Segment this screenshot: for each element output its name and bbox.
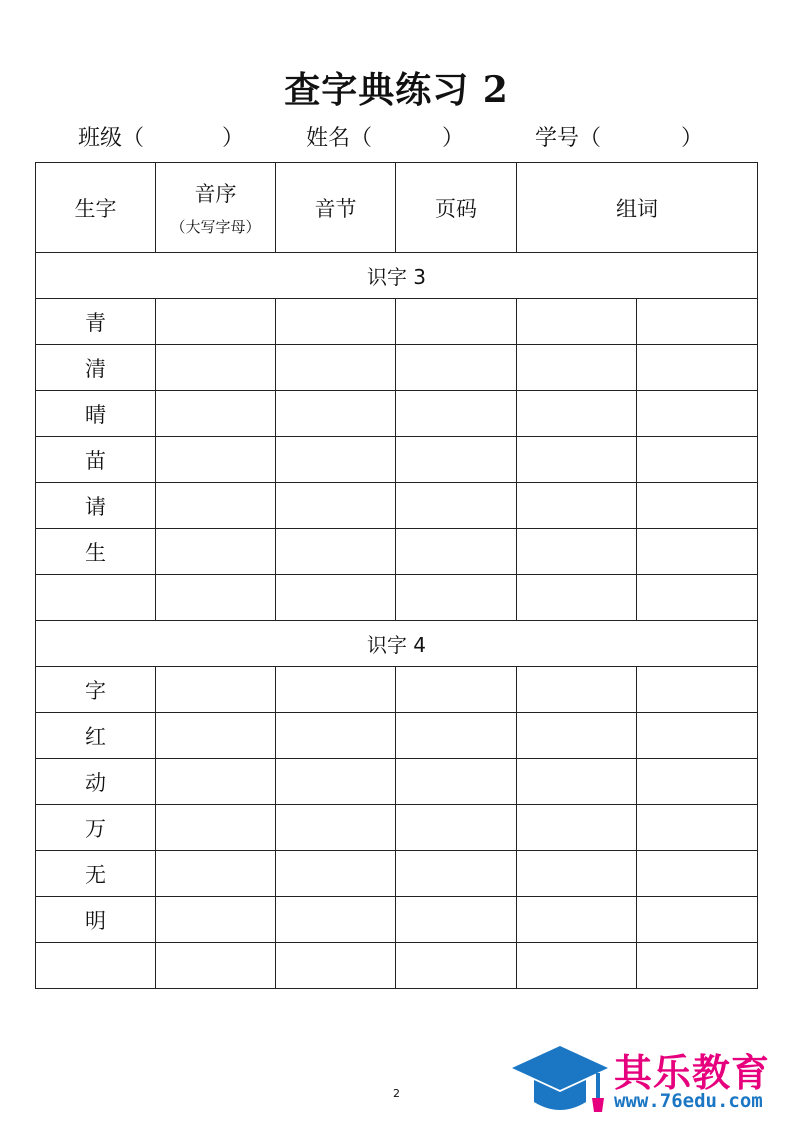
- class-close: ）: [222, 125, 245, 151]
- order-cell[interactable]: [156, 943, 276, 989]
- syllable-cell[interactable]: [276, 483, 396, 529]
- syllable-cell[interactable]: [276, 805, 396, 851]
- word-cell-2[interactable]: [637, 897, 758, 943]
- name-close: ）: [442, 125, 465, 151]
- page-cell[interactable]: [396, 483, 517, 529]
- order-cell[interactable]: [156, 345, 276, 391]
- table-row: [36, 759, 758, 805]
- section-title: 识字 3: [36, 253, 758, 299]
- section-row: [36, 621, 758, 667]
- page-cell[interactable]: [396, 943, 517, 989]
- dictionary-practice-table: [35, 162, 758, 989]
- word-cell-1[interactable]: [517, 529, 637, 575]
- table-row: [36, 943, 758, 989]
- id-close: ）: [681, 125, 704, 151]
- syllable-cell[interactable]: [276, 529, 396, 575]
- table-row: [36, 529, 758, 575]
- word-cell-2[interactable]: [637, 943, 758, 989]
- order-cell[interactable]: [156, 391, 276, 437]
- class-field[interactable]: [78, 120, 244, 152]
- header-syllable: 音节: [276, 163, 396, 253]
- page-cell[interactable]: [396, 713, 517, 759]
- page-title: 查字典练习 2: [284, 69, 509, 111]
- char-cell: 青: [36, 299, 156, 345]
- order-cell[interactable]: [156, 529, 276, 575]
- page-cell[interactable]: [396, 437, 517, 483]
- page-cell[interactable]: [396, 575, 517, 621]
- name-field[interactable]: [306, 120, 464, 152]
- syllable-cell[interactable]: [276, 437, 396, 483]
- syllable-cell[interactable]: [276, 759, 396, 805]
- word-cell-1[interactable]: [517, 713, 637, 759]
- syllable-cell[interactable]: [276, 851, 396, 897]
- page-number: 2: [393, 1087, 400, 1100]
- char-cell: 红: [36, 713, 156, 759]
- word-cell-1[interactable]: [517, 943, 637, 989]
- char-cell: 明: [36, 897, 156, 943]
- table-header-row: [36, 163, 758, 253]
- table-row: [36, 437, 758, 483]
- table-row: [36, 805, 758, 851]
- order-cell[interactable]: [156, 667, 276, 713]
- page-cell[interactable]: [396, 805, 517, 851]
- char-cell: 晴: [36, 391, 156, 437]
- char-cell: [36, 575, 156, 621]
- char-cell: 字: [36, 667, 156, 713]
- word-cell-2[interactable]: [637, 713, 758, 759]
- word-cell-2[interactable]: [637, 667, 758, 713]
- word-cell-1[interactable]: [517, 391, 637, 437]
- word-cell-1[interactable]: [517, 575, 637, 621]
- word-cell-2[interactable]: [637, 575, 758, 621]
- table-row: [36, 575, 758, 621]
- page-cell[interactable]: [396, 759, 517, 805]
- header-page: 页码: [396, 163, 517, 253]
- char-cell: 请: [36, 483, 156, 529]
- word-cell-2[interactable]: [637, 529, 758, 575]
- section-title: 识字 4: [36, 621, 758, 667]
- order-cell[interactable]: [156, 713, 276, 759]
- id-label: 学号（: [535, 125, 602, 151]
- table-row: [36, 345, 758, 391]
- table-body: [36, 253, 758, 989]
- char-cell: 生: [36, 529, 156, 575]
- table-row: [36, 667, 758, 713]
- order-cell[interactable]: [156, 851, 276, 897]
- page-cell[interactable]: [396, 667, 517, 713]
- word-cell-2[interactable]: [637, 345, 758, 391]
- graduation-cap-icon: [510, 1040, 610, 1116]
- word-cell-1[interactable]: [517, 345, 637, 391]
- table-row: [36, 299, 758, 345]
- order-cell[interactable]: [156, 897, 276, 943]
- brand-name: 其乐教育: [614, 1051, 771, 1095]
- word-cell-2[interactable]: [637, 759, 758, 805]
- table-row: [36, 391, 758, 437]
- order-cell[interactable]: [156, 805, 276, 851]
- word-cell-1[interactable]: [517, 805, 637, 851]
- char-cell: 万: [36, 805, 156, 851]
- table-row: [36, 851, 758, 897]
- word-cell-1[interactable]: [517, 851, 637, 897]
- word-cell-1[interactable]: [517, 759, 637, 805]
- word-cell-2[interactable]: [637, 437, 758, 483]
- syllable-cell[interactable]: [276, 299, 396, 345]
- char-cell: 动: [36, 759, 156, 805]
- order-cell[interactable]: [156, 759, 276, 805]
- syllable-cell[interactable]: [276, 897, 396, 943]
- word-cell-1[interactable]: [517, 299, 637, 345]
- order-cell[interactable]: [156, 483, 276, 529]
- brand-logo: [510, 1040, 790, 1116]
- syllable-cell[interactable]: [276, 345, 396, 391]
- order-cell[interactable]: [156, 299, 276, 345]
- word-cell-2[interactable]: [637, 805, 758, 851]
- header-order-label: 音序: [194, 182, 237, 206]
- word-cell-2[interactable]: [637, 851, 758, 897]
- header-order-sub: （大写字母）: [170, 218, 261, 236]
- syllable-cell[interactable]: [276, 391, 396, 437]
- header-order: [156, 163, 276, 253]
- order-cell[interactable]: [156, 437, 276, 483]
- page-cell[interactable]: [396, 897, 517, 943]
- page-cell[interactable]: [396, 345, 517, 391]
- char-cell: [36, 943, 156, 989]
- word-cell-1[interactable]: [517, 897, 637, 943]
- id-field[interactable]: [535, 120, 703, 152]
- table-row: [36, 483, 758, 529]
- class-label: 班级（: [78, 125, 145, 151]
- word-cell-1[interactable]: [517, 667, 637, 713]
- brand-url: www.76edu.com: [614, 1090, 763, 1112]
- char-cell: 苗: [36, 437, 156, 483]
- page-cell[interactable]: [396, 529, 517, 575]
- word-cell-1[interactable]: [517, 483, 637, 529]
- header-char: 生字: [36, 163, 156, 253]
- page-cell[interactable]: [396, 391, 517, 437]
- char-cell: 清: [36, 345, 156, 391]
- word-cell-1[interactable]: [517, 437, 637, 483]
- syllable-cell[interactable]: [276, 667, 396, 713]
- header-words: 组词: [517, 163, 758, 253]
- syllable-cell[interactable]: [276, 575, 396, 621]
- section-row: [36, 253, 758, 299]
- table-row: [36, 713, 758, 759]
- word-cell-2[interactable]: [637, 391, 758, 437]
- name-label: 姓名（: [306, 125, 373, 151]
- syllable-cell[interactable]: [276, 943, 396, 989]
- word-cell-2[interactable]: [637, 483, 758, 529]
- word-cell-2[interactable]: [637, 299, 758, 345]
- order-cell[interactable]: [156, 575, 276, 621]
- page-cell[interactable]: [396, 851, 517, 897]
- page-cell[interactable]: [396, 299, 517, 345]
- table-row: [36, 897, 758, 943]
- char-cell: 无: [36, 851, 156, 897]
- syllable-cell[interactable]: [276, 713, 396, 759]
